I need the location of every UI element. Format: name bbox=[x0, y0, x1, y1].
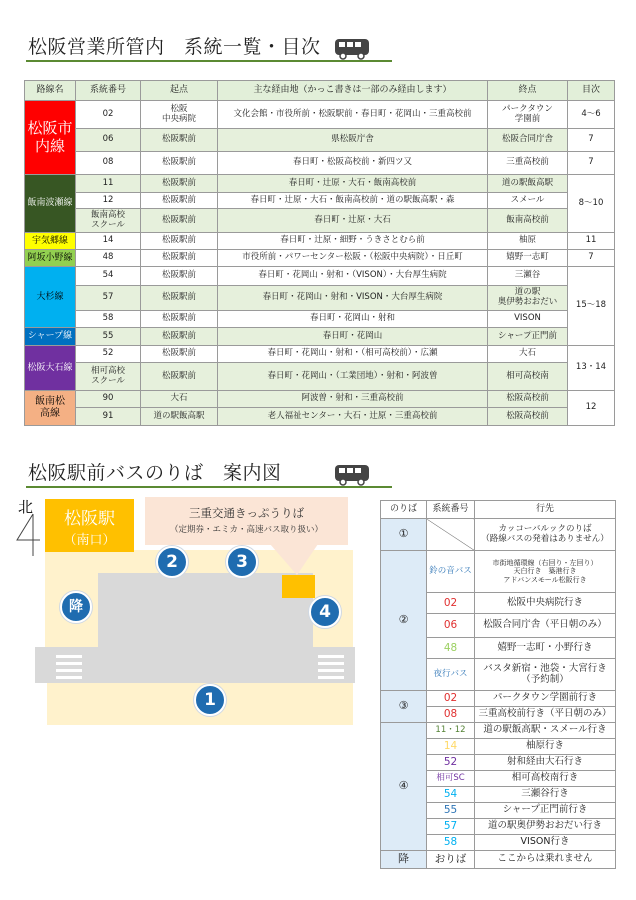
table-header-row bbox=[25, 81, 615, 101]
route-number: 鈴の音バス bbox=[427, 551, 475, 593]
table-row bbox=[25, 175, 615, 193]
destination: 三重高校前行き（平日朝のみ） bbox=[475, 707, 616, 723]
table-row bbox=[25, 408, 615, 426]
destination: パークタウン 学園前 bbox=[488, 101, 568, 129]
destination: 嬉野一志町・小野行き bbox=[475, 638, 616, 659]
destination: 松阪合同庁舎 bbox=[488, 129, 568, 152]
bus-icon bbox=[334, 38, 370, 60]
section-title-map: 松阪駅前バスのりば 案内図 bbox=[28, 462, 282, 484]
origin: 松阪駅前 bbox=[141, 328, 218, 346]
alight-marker: 降 bbox=[60, 591, 92, 623]
table-row bbox=[25, 363, 615, 391]
route-number: 11 bbox=[76, 175, 141, 193]
origin: 松阪駅前 bbox=[141, 175, 218, 193]
route-line-cell bbox=[25, 391, 76, 426]
header-cell: 路線名 bbox=[25, 81, 76, 101]
route-line-name: 大杉線 bbox=[36, 291, 64, 302]
origin: 松阪駅前 bbox=[141, 193, 218, 209]
station-exit: （南口） bbox=[63, 533, 116, 548]
table-row bbox=[25, 346, 615, 363]
ticket-office bbox=[282, 575, 315, 598]
route-line-name: シャープ線 bbox=[27, 331, 73, 342]
origin: 大石 bbox=[141, 391, 218, 408]
destination: 飯南高校前 bbox=[488, 209, 568, 233]
via-stops: 春日町・辻原・大石・飯南高校前・道の駅飯高駅・森 bbox=[218, 193, 488, 209]
destination: 相可高校南行き bbox=[475, 771, 616, 787]
table-row bbox=[381, 519, 616, 551]
destination: 相可高校南 bbox=[488, 363, 568, 391]
destination: 道の駅飯高駅・スメール行き bbox=[475, 723, 616, 739]
origin: 松阪駅前 bbox=[141, 267, 218, 286]
route-line-name: 宇気郷線 bbox=[31, 235, 68, 246]
table-row bbox=[381, 723, 616, 739]
destination: VISON bbox=[488, 311, 568, 328]
destination: 嬉野一志町 bbox=[488, 250, 568, 267]
route-number: 58 bbox=[427, 835, 475, 851]
origin: 松阪駅前 bbox=[141, 129, 218, 152]
route-number: 14 bbox=[427, 739, 475, 755]
via-stops: 春日町・辻原・細野・うきさとむら前 bbox=[218, 233, 488, 250]
boarding-stop: ④ bbox=[381, 723, 427, 851]
table-row bbox=[25, 101, 615, 129]
route-number: 54 bbox=[427, 787, 475, 803]
crosswalk-stripe bbox=[56, 662, 82, 665]
via-stops: 市役所前・パワーセンター松阪・（松阪中央病院）・日丘町 bbox=[218, 250, 488, 267]
via-stops: 春日町・花岡山 bbox=[218, 328, 488, 346]
route-number: 14 bbox=[76, 233, 141, 250]
station-name: 松阪駅 bbox=[64, 509, 115, 529]
route-number: 57 bbox=[427, 819, 475, 835]
destination: 三瀬谷 bbox=[488, 267, 568, 286]
route-line-cell bbox=[25, 233, 76, 250]
boarding-stop: 降 bbox=[381, 851, 427, 869]
table-row bbox=[25, 209, 615, 233]
table-header-row bbox=[381, 501, 616, 519]
page-index: 8～10 bbox=[568, 175, 615, 233]
via-stops: 老人福祉センター・大石・辻原・三重高校前 bbox=[218, 408, 488, 426]
destination: 松阪高校前 bbox=[488, 391, 568, 408]
route-number: 58 bbox=[76, 311, 141, 328]
route-number bbox=[427, 519, 475, 551]
route-number: 08 bbox=[427, 707, 475, 723]
page-index: 13・14 bbox=[568, 346, 615, 391]
destination: 射和経由大石行き bbox=[475, 755, 616, 771]
route-number: 夜行バス bbox=[427, 659, 475, 691]
header-cell: 目次 bbox=[568, 81, 615, 101]
table-row bbox=[25, 129, 615, 152]
crosswalk-stripe bbox=[318, 655, 344, 658]
route-number: 48 bbox=[427, 638, 475, 659]
route-number: 02 bbox=[76, 101, 141, 129]
route-number: 90 bbox=[76, 391, 141, 408]
route-line-cell bbox=[25, 346, 76, 391]
origin: 松阪 中央病院 bbox=[141, 101, 218, 129]
origin: 松阪駅前 bbox=[141, 233, 218, 250]
page-index: 7 bbox=[568, 152, 615, 175]
route-line-name: 松阪大石線 bbox=[27, 362, 73, 373]
origin: 松阪駅前 bbox=[141, 152, 218, 175]
table-row bbox=[25, 193, 615, 209]
table-row bbox=[25, 286, 615, 311]
destination: 三瀬谷行き bbox=[475, 787, 616, 803]
destination: スメール bbox=[488, 193, 568, 209]
route-number: 52 bbox=[76, 346, 141, 363]
boarding-stop: ② bbox=[381, 551, 427, 691]
road bbox=[35, 647, 355, 683]
bus-icon bbox=[334, 464, 370, 486]
destination: 道の駅奥伊勢おおだい行き bbox=[475, 819, 616, 835]
route-number: 02 bbox=[427, 593, 475, 614]
origin: 松阪駅前 bbox=[141, 209, 218, 233]
table-row bbox=[381, 551, 616, 593]
header-cell: 系統番号 bbox=[427, 501, 475, 519]
via-stops: 春日町・花岡山・（工業団地）・射和・阿波曽 bbox=[218, 363, 488, 391]
boarding-stop: ① bbox=[381, 519, 427, 551]
header-cell: 終点 bbox=[488, 81, 568, 101]
destination: パークタウン学園前行き bbox=[475, 691, 616, 707]
route-line-name: 飯南松高線 bbox=[35, 396, 65, 419]
stop-4-marker: 4 bbox=[309, 596, 341, 628]
destination: 三重高校前 bbox=[488, 152, 568, 175]
table-row bbox=[25, 391, 615, 408]
page-index: 15～18 bbox=[568, 267, 615, 346]
page-index: 11 bbox=[568, 233, 615, 250]
route-number: 06 bbox=[427, 614, 475, 638]
route-number: 55 bbox=[427, 803, 475, 819]
crosswalk-stripe bbox=[56, 676, 82, 679]
north-arrow-icon bbox=[14, 512, 42, 557]
origin: 松阪駅前 bbox=[141, 363, 218, 391]
origin: 松阪駅前 bbox=[141, 311, 218, 328]
route-line-cell bbox=[25, 175, 76, 233]
route-number: 48 bbox=[76, 250, 141, 267]
crosswalk-stripe bbox=[318, 662, 344, 665]
route-number: 12 bbox=[76, 193, 141, 209]
destination: 市街地循環線（右回り・左回り） 天白行き 築港行き アドバンスモール松阪行き bbox=[475, 551, 616, 593]
page-index: 7 bbox=[568, 250, 615, 267]
boarding-stop: ③ bbox=[381, 691, 427, 723]
destination: 柚原 bbox=[488, 233, 568, 250]
route-line-cell bbox=[25, 328, 76, 346]
header-cell: 系統番号 bbox=[76, 81, 141, 101]
page-index: 12 bbox=[568, 391, 615, 426]
table-row bbox=[25, 233, 615, 250]
header-cell: 主な経由地（かっこ書きは一部のみ経由します） bbox=[218, 81, 488, 101]
table-row bbox=[25, 328, 615, 346]
ticket-office-name: 三重交通きっぷうりば bbox=[189, 506, 304, 520]
table-row bbox=[381, 691, 616, 707]
route-line-name: 阿坂小野線 bbox=[27, 252, 73, 263]
destination: VISON行き bbox=[475, 835, 616, 851]
destination: 松阪中央病院行き bbox=[475, 593, 616, 614]
ticket-office-note: （定期券・エミカ・高速バス取り扱い） bbox=[169, 525, 323, 535]
route-line-cell bbox=[25, 267, 76, 328]
route-number: 11・12 bbox=[427, 723, 475, 739]
header-cell: 起点 bbox=[141, 81, 218, 101]
route-line-name: 飯南波瀬線 bbox=[27, 198, 73, 209]
origin: 松阪駅前 bbox=[141, 250, 218, 267]
ticket-office-label bbox=[145, 497, 348, 545]
route-number: 相可高校 スクール bbox=[76, 363, 141, 391]
route-number: 91 bbox=[76, 408, 141, 426]
destination: カッコーバルックのりば （路線バスの発着はありません） bbox=[475, 519, 616, 551]
destination: シャープ正門前 bbox=[488, 328, 568, 346]
destination: ここからは乗れません bbox=[475, 851, 616, 869]
boarding-table bbox=[380, 500, 616, 869]
north-label: 北 bbox=[18, 498, 34, 516]
origin: 松阪駅前 bbox=[141, 346, 218, 363]
via-stops: 春日町・花岡山・射和 bbox=[218, 311, 488, 328]
title-underline bbox=[26, 486, 392, 488]
callout-pointer bbox=[270, 544, 320, 576]
route-line-cell bbox=[25, 101, 76, 175]
route-line-name: 松阪市内線 bbox=[27, 119, 73, 155]
destination: 道の駅 奥伊勢おおだい bbox=[488, 286, 568, 311]
destination: 松阪高校前 bbox=[488, 408, 568, 426]
destination: バスタ新宿・池袋・大宮行き （予約制） bbox=[475, 659, 616, 691]
route-number: 54 bbox=[76, 267, 141, 286]
destination: 松阪合同庁舎（平日朝のみ） bbox=[475, 614, 616, 638]
page-index: 4～6 bbox=[568, 101, 615, 129]
section-title-routes: 松阪営業所管内 系統一覧・目次 bbox=[28, 36, 321, 58]
via-stops: 春日町・花岡山・射和・（相可高校前）・広瀬 bbox=[218, 346, 488, 363]
station-label-box bbox=[45, 499, 134, 552]
via-stops: 春日町・松阪高校前・新四ツ又 bbox=[218, 152, 488, 175]
destination: 柚原行き bbox=[475, 739, 616, 755]
destination: 大石 bbox=[488, 346, 568, 363]
route-number: 06 bbox=[76, 129, 141, 152]
page-index: 7 bbox=[568, 129, 615, 152]
crosswalk-stripe bbox=[56, 669, 82, 672]
route-number: 08 bbox=[76, 152, 141, 175]
table-row bbox=[381, 851, 616, 869]
route-number: 02 bbox=[427, 691, 475, 707]
table-row bbox=[25, 250, 615, 267]
route-number: おりば bbox=[427, 851, 475, 869]
via-stops: 春日町・花岡山・射和・VISON・大台厚生病院 bbox=[218, 286, 488, 311]
stop-3-marker: 3 bbox=[226, 546, 258, 578]
table-row bbox=[25, 267, 615, 286]
origin: 道の駅飯高駅 bbox=[141, 408, 218, 426]
via-stops: 文化会館・市役所前・松阪駅前・春日町・花岡山・三重高校前 bbox=[218, 101, 488, 129]
via-stops: 春日町・花岡山・射和・（VISON）・大台厚生病院 bbox=[218, 267, 488, 286]
route-number: 57 bbox=[76, 286, 141, 311]
route-number: 相可SC bbox=[427, 771, 475, 787]
table-row bbox=[25, 311, 615, 328]
route-number: 52 bbox=[427, 755, 475, 771]
route-number: 55 bbox=[76, 328, 141, 346]
header-cell: 行先 bbox=[475, 501, 616, 519]
via-stops: 県松阪庁舎 bbox=[218, 129, 488, 152]
crosswalk-stripe bbox=[318, 676, 344, 679]
header-cell: のりば bbox=[381, 501, 427, 519]
destination: シャープ正門前行き bbox=[475, 803, 616, 819]
stop-2-marker: 2 bbox=[156, 546, 188, 578]
crosswalk-stripe bbox=[318, 669, 344, 672]
title-underline bbox=[26, 60, 392, 62]
stop-1-marker: 1 bbox=[194, 684, 226, 716]
route-number: 飯南高校 スクール bbox=[76, 209, 141, 233]
via-stops: 春日町・辻原・大石 bbox=[218, 209, 488, 233]
via-stops: 春日町・辻原・大石・飯南高校前 bbox=[218, 175, 488, 193]
origin: 松阪駅前 bbox=[141, 286, 218, 311]
route-line-cell bbox=[25, 250, 76, 267]
table-row bbox=[25, 152, 615, 175]
destination: 道の駅飯高駅 bbox=[488, 175, 568, 193]
crosswalk-stripe bbox=[56, 655, 82, 658]
route-list-table bbox=[24, 80, 615, 426]
via-stops: 阿波曽・射和・三重高校前 bbox=[218, 391, 488, 408]
